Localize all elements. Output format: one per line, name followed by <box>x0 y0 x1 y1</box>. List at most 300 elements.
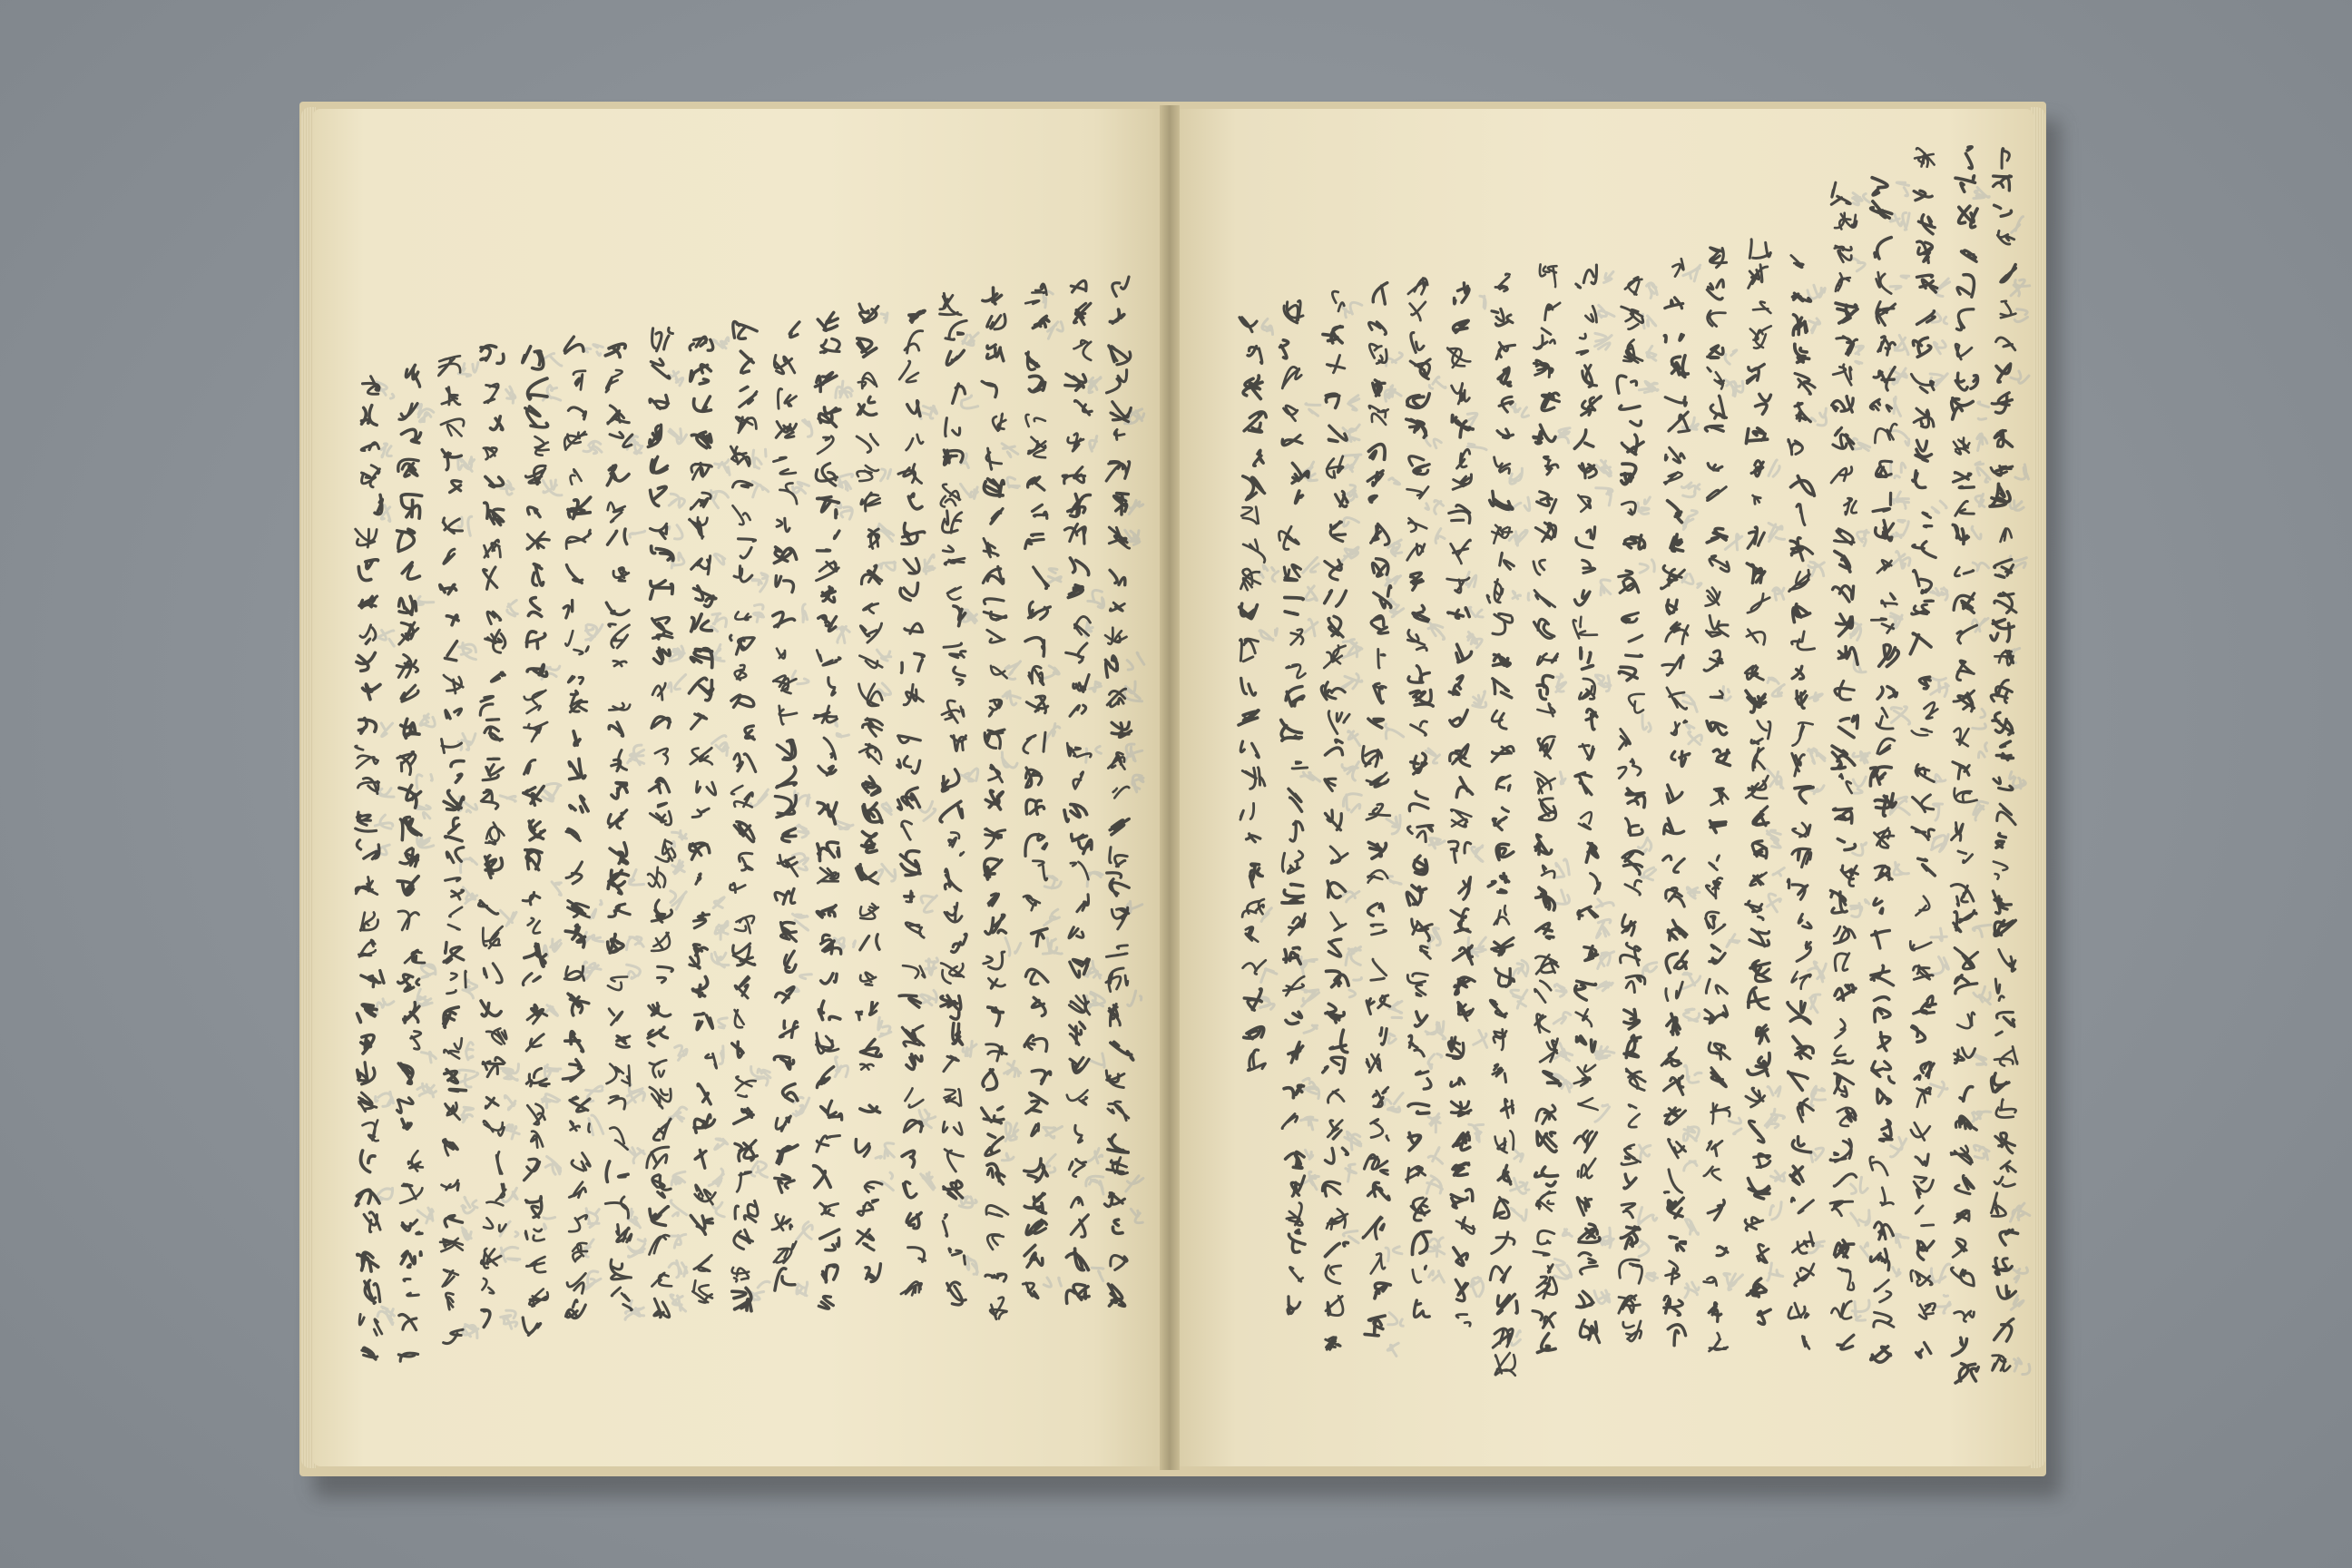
handwritten-glyph <box>1830 1201 1853 1216</box>
handwritten-glyph <box>1754 1154 1770 1168</box>
handwritten-glyph <box>1758 1309 1770 1324</box>
handwritten-glyph <box>1958 851 1973 863</box>
handwritten-glyph <box>381 444 391 457</box>
handwritten-glyph <box>446 848 463 863</box>
handwritten-glyph <box>356 1190 379 1205</box>
handwritten-glyph <box>692 808 709 817</box>
handwritten-glyph <box>1286 1152 1305 1168</box>
handwritten-glyph <box>568 497 591 518</box>
handwritten-glyph <box>1450 745 1470 767</box>
handwritten-glyph <box>1575 981 1596 1000</box>
handwritten-glyph <box>656 840 676 862</box>
handwritten-glyph <box>446 1293 453 1309</box>
handwritten-glyph <box>1387 877 1401 885</box>
handwritten-glyph <box>1494 1029 1506 1050</box>
handwritten-glyph <box>1994 1258 2013 1274</box>
handwritten-glyph <box>739 853 752 870</box>
handwritten-glyph <box>1048 322 1063 339</box>
handwritten-glyph <box>820 1203 838 1216</box>
handwritten-glyph <box>1707 528 1727 542</box>
handwritten-glyph <box>606 370 622 392</box>
handwritten-glyph <box>1797 505 1805 525</box>
handwritten-glyph <box>860 973 876 985</box>
handwritten-glyph <box>648 1027 667 1046</box>
handwritten-glyph <box>1919 677 1930 689</box>
handwritten-glyph <box>945 903 962 922</box>
handwritten-glyph <box>1573 617 1597 639</box>
handwritten-glyph <box>1831 467 1852 483</box>
handwritten-glyph <box>1495 1131 1514 1152</box>
handwritten-glyph <box>492 672 505 681</box>
handwritten-glyph <box>1598 305 1614 317</box>
handwritten-glyph <box>1917 1241 1934 1260</box>
handwritten-glyph <box>775 1269 795 1290</box>
handwritten-glyph <box>1990 484 2010 506</box>
handwritten-glyph <box>2000 1230 2018 1245</box>
handwritten-glyph <box>1071 280 1086 292</box>
handwritten-glyph <box>858 338 877 357</box>
handwritten-glyph <box>651 456 667 473</box>
handwritten-glyph <box>484 447 496 459</box>
handwritten-glyph <box>1575 773 1592 795</box>
handwritten-glyph <box>1537 653 1557 664</box>
handwritten-glyph <box>987 345 1004 361</box>
handwritten-glyph <box>735 1010 744 1027</box>
handwritten-glyph <box>1685 1282 1699 1298</box>
handwritten-glyph <box>378 789 394 797</box>
handwritten-glyph <box>1556 674 1566 692</box>
handwritten-glyph <box>1367 773 1388 788</box>
handwritten-glyph <box>485 503 504 525</box>
handwritten-glyph <box>941 995 961 1019</box>
handwritten-glyph <box>1411 753 1426 774</box>
handwritten-glyph <box>1583 560 1595 573</box>
handwritten-glyph <box>440 584 456 593</box>
handwritten-glyph <box>857 435 877 453</box>
handwritten-glyph <box>797 1222 812 1240</box>
handwritten-glyph <box>1578 906 1598 918</box>
handwritten-glyph <box>1494 906 1509 925</box>
handwritten-glyph <box>1710 556 1729 572</box>
handwritten-glyph <box>649 1003 671 1016</box>
handwritten-glyph <box>1624 1035 1641 1057</box>
handwritten-glyph <box>1707 487 1726 501</box>
handwritten-glyph <box>1286 687 1304 707</box>
handwritten-glyph <box>668 675 685 692</box>
handwritten-glyph <box>945 1089 962 1105</box>
handwritten-glyph <box>402 563 419 579</box>
handwritten-glyph <box>1617 376 1636 393</box>
handwritten-glyph <box>944 1181 963 1199</box>
handwritten-glyph <box>818 1001 840 1019</box>
handwritten-glyph <box>858 397 877 415</box>
handwritten-glyph <box>485 727 502 740</box>
handwritten-glyph <box>1918 858 1936 876</box>
handwritten-glyph <box>1912 1026 1926 1043</box>
handwritten-glyph <box>1838 839 1855 850</box>
handwritten-glyph <box>777 1145 798 1164</box>
handwritten-glyph <box>1496 844 1514 859</box>
handwritten-glyph <box>1290 821 1303 841</box>
handwritten-glyph <box>650 1060 666 1077</box>
handwritten-glyph <box>500 796 515 801</box>
handwritten-glyph <box>523 1318 540 1335</box>
handwritten-glyph <box>1753 749 1765 770</box>
handwritten-glyph <box>815 373 837 392</box>
handwritten-glyph <box>1667 600 1677 613</box>
handwritten-glyph <box>1125 744 1142 761</box>
handwritten-glyph <box>1494 457 1510 474</box>
handwritten-glyph <box>569 1215 587 1231</box>
handwritten-glyph <box>1808 285 1825 299</box>
handwritten-glyph <box>1668 501 1682 523</box>
handwritten-glyph <box>523 974 540 985</box>
handwritten-glyph <box>1622 435 1643 455</box>
handwritten-glyph <box>359 719 377 734</box>
handwritten-glyph <box>1411 573 1424 590</box>
handwritten-glyph <box>1931 678 1949 696</box>
handwritten-glyph <box>1113 493 1128 514</box>
handwritten-glyph <box>1925 702 1938 719</box>
handwritten-glyph <box>1306 586 1317 601</box>
handwritten-glyph <box>1789 570 1810 591</box>
handwritten-glyph <box>984 599 1006 620</box>
handwritten-glyph <box>1709 1043 1730 1059</box>
handwritten-glyph <box>652 1175 671 1198</box>
handwritten-glyph <box>1426 500 1444 514</box>
handwritten-glyph <box>690 337 713 350</box>
handwritten-glyph <box>1248 347 1262 364</box>
handwritten-glyph <box>1107 370 1127 393</box>
handwritten-glyph <box>450 481 461 493</box>
handwritten-glyph <box>1623 1321 1642 1341</box>
handwritten-glyph <box>650 803 671 825</box>
handwritten-glyph <box>881 1172 893 1191</box>
handwritten-glyph <box>358 1063 375 1084</box>
handwritten-glyph <box>783 1084 798 1102</box>
handwritten-glyph <box>900 583 917 601</box>
handwritten-glyph <box>1753 495 1761 504</box>
handwritten-glyph <box>1534 425 1555 444</box>
handwritten-glyph <box>777 649 785 659</box>
handwritten-glyph <box>417 404 434 421</box>
handwritten-glyph <box>817 1067 833 1088</box>
handwritten-glyph <box>987 1163 1004 1184</box>
handwritten-glyph <box>1304 1025 1318 1033</box>
text-column <box>730 321 758 1310</box>
handwritten-glyph <box>610 843 628 864</box>
handwritten-glyph <box>858 1200 878 1215</box>
handwritten-glyph <box>861 1040 882 1057</box>
handwritten-glyph <box>1668 920 1686 940</box>
handwritten-glyph <box>528 378 547 399</box>
handwritten-glyph <box>898 465 922 484</box>
handwritten-glyph <box>417 835 434 848</box>
handwritten-glyph <box>610 1128 627 1150</box>
handwritten-glyph <box>1070 1022 1085 1044</box>
handwritten-glyph <box>1931 835 1948 852</box>
handwritten-glyph <box>735 1141 757 1161</box>
handwritten-glyph <box>1291 630 1303 645</box>
handwritten-glyph <box>1537 1132 1556 1152</box>
handwritten-glyph <box>1024 1035 1047 1052</box>
handwritten-glyph <box>1914 408 1934 427</box>
handwritten-glyph <box>1480 296 1485 309</box>
handwritten-glyph <box>421 962 436 977</box>
handwritten-glyph <box>527 665 547 677</box>
handwritten-glyph <box>1426 1022 1446 1039</box>
text-column <box>1573 265 1602 1342</box>
handwritten-glyph <box>1793 1036 1813 1058</box>
handwritten-glyph <box>1044 1278 1061 1287</box>
handwritten-glyph <box>1914 996 1936 1014</box>
handwritten-glyph <box>779 706 797 724</box>
handwritten-glyph <box>1639 1208 1657 1225</box>
text-column <box>940 293 967 1305</box>
handwritten-glyph <box>397 654 417 677</box>
handwritten-glyph <box>989 700 1001 716</box>
handwritten-glyph <box>1026 1220 1046 1235</box>
handwritten-glyph <box>1112 1220 1122 1233</box>
handwritten-glyph <box>491 416 503 430</box>
handwritten-glyph <box>1910 633 1931 654</box>
handwritten-glyph <box>1498 368 1511 386</box>
handwritten-glyph <box>1534 591 1555 607</box>
handwritten-glyph <box>1851 899 1869 916</box>
handwritten-glyph <box>652 933 670 951</box>
handwritten-glyph <box>1106 946 1127 957</box>
handwritten-glyph <box>1534 981 1551 1003</box>
handwritten-glyph <box>1601 580 1611 595</box>
handwritten-glyph <box>751 1281 770 1299</box>
handwritten-glyph <box>1373 283 1387 304</box>
handwritten-glyph <box>1378 649 1385 668</box>
handwritten-glyph <box>1911 1122 1930 1140</box>
handwritten-glyph <box>652 1273 671 1287</box>
handwritten-glyph <box>1852 1300 1869 1320</box>
handwritten-glyph <box>818 868 838 884</box>
handwritten-glyph <box>1375 1283 1390 1298</box>
handwritten-glyph <box>792 975 811 992</box>
handwritten-glyph <box>943 511 962 533</box>
handwritten-glyph <box>1586 843 1598 862</box>
handwritten-glyph <box>945 869 960 891</box>
handwritten-glyph <box>1797 942 1810 961</box>
handwritten-glyph <box>1429 838 1445 848</box>
handwritten-glyph <box>591 900 602 918</box>
handwritten-glyph <box>985 828 1005 848</box>
handwritten-glyph <box>1576 1009 1592 1026</box>
handwritten-glyph <box>617 1036 630 1047</box>
handwritten-glyph <box>609 703 630 710</box>
handwritten-glyph <box>1044 666 1060 679</box>
handwritten-glyph <box>817 651 840 666</box>
handwritten-glyph <box>1368 904 1384 916</box>
handwritten-glyph <box>1488 874 1508 893</box>
handwritten-glyph <box>1595 1046 1614 1059</box>
text-column <box>479 346 507 1328</box>
handwritten-glyph <box>1454 320 1469 332</box>
text-column <box>689 337 716 1302</box>
handwritten-glyph <box>963 333 978 346</box>
handwritten-glyph <box>733 505 750 524</box>
handwritten-glyph <box>1911 1270 1932 1286</box>
handwritten-glyph <box>777 740 795 760</box>
handwritten-glyph <box>1579 679 1594 699</box>
handwritten-glyph <box>1535 835 1552 855</box>
handwritten-glyph <box>1871 201 1892 218</box>
handwritten-glyph <box>1994 1319 2014 1342</box>
handwritten-glyph <box>898 736 921 743</box>
handwritten-glyph <box>1685 1220 1698 1235</box>
handwritten-glyph <box>1621 1227 1639 1249</box>
handwritten-glyph <box>1838 1108 1857 1126</box>
handwritten-glyph <box>1875 238 1891 259</box>
handwritten-glyph <box>1622 612 1638 622</box>
handwritten-glyph <box>1108 752 1124 769</box>
handwritten-glyph <box>630 869 644 885</box>
handwritten-glyph <box>1289 1230 1305 1252</box>
handwritten-glyph <box>1710 396 1726 418</box>
handwritten-glyph <box>1126 1176 1143 1191</box>
handwritten-glyph <box>1406 1166 1426 1182</box>
handwritten-glyph <box>944 643 965 658</box>
handwritten-glyph <box>1286 1012 1301 1024</box>
handwritten-glyph <box>986 1205 1008 1216</box>
handwritten-glyph <box>908 494 922 509</box>
handwritten-glyph <box>1978 743 1986 758</box>
handwritten-glyph <box>1321 682 1345 700</box>
handwritten-glyph <box>904 684 923 704</box>
handwritten-glyph <box>1996 338 2015 350</box>
handwritten-glyph <box>1851 1177 1868 1193</box>
handwritten-glyph <box>1831 1301 1851 1318</box>
handwritten-glyph <box>1428 1113 1440 1132</box>
handwritten-glyph <box>1683 511 1697 530</box>
handwritten-glyph <box>1585 306 1596 322</box>
handwritten-glyph <box>715 460 730 475</box>
handwritten-glyph <box>356 812 377 831</box>
handwritten-glyph <box>1895 335 1908 354</box>
handwritten-glyph <box>1024 896 1040 910</box>
handwritten-glyph <box>904 1181 916 1197</box>
handwritten-glyph <box>479 901 498 914</box>
handwritten-glyph <box>1342 547 1358 561</box>
handwritten-glyph <box>1758 1244 1769 1262</box>
handwritten-glyph <box>818 803 837 824</box>
handwritten-glyph <box>1328 939 1340 956</box>
handwritten-glyph <box>736 417 756 433</box>
handwritten-glyph <box>1025 534 1044 549</box>
handwritten-glyph <box>1595 1105 1610 1122</box>
handwritten-glyph <box>416 775 432 789</box>
text-column <box>856 304 882 1281</box>
handwritten-glyph <box>859 304 878 322</box>
handwritten-glyph <box>776 422 796 438</box>
handwritten-glyph <box>569 1182 585 1198</box>
handwritten-glyph <box>1992 1356 2010 1371</box>
handwritten-glyph <box>694 1255 712 1270</box>
handwritten-glyph <box>1074 340 1092 360</box>
handwritten-glyph <box>1995 1132 2015 1152</box>
handwritten-glyph <box>1870 1157 1887 1175</box>
handwritten-glyph <box>1289 1042 1303 1063</box>
handwritten-glyph <box>2012 217 2024 233</box>
handwritten-glyph <box>1416 1072 1431 1089</box>
handwritten-glyph <box>1750 326 1771 348</box>
handwritten-glyph <box>1993 712 2013 734</box>
handwritten-glyph <box>1282 885 1303 904</box>
handwritten-glyph <box>1875 1280 1891 1302</box>
handwritten-glyph <box>1389 1001 1402 1018</box>
handwritten-glyph <box>543 386 560 401</box>
handwritten-glyph <box>533 564 544 585</box>
handwritten-glyph <box>524 760 535 775</box>
handwritten-glyph <box>943 546 965 565</box>
handwritten-glyph <box>652 328 673 350</box>
handwritten-glyph <box>1111 1042 1133 1060</box>
handwritten-glyph <box>1838 1269 1854 1290</box>
handwritten-glyph <box>462 1107 474 1122</box>
handwritten-glyph <box>1974 188 1989 199</box>
handwritten-glyph <box>627 936 644 949</box>
handwritten-glyph <box>1918 215 1935 234</box>
handwritten-glyph <box>1414 856 1427 874</box>
handwritten-glyph <box>1729 1118 1741 1134</box>
handwritten-glyph <box>485 540 501 557</box>
handwritten-glyph <box>440 1239 463 1251</box>
handwritten-glyph <box>1066 1249 1088 1270</box>
handwritten-glyph <box>1972 526 1981 539</box>
handwritten-glyph <box>400 1184 422 1203</box>
handwritten-glyph <box>1342 674 1362 689</box>
handwritten-glyph <box>1953 762 1969 779</box>
handwritten-glyph <box>1916 440 1932 461</box>
handwritten-glyph <box>1860 1243 1868 1258</box>
handwritten-glyph <box>1756 394 1771 414</box>
handwritten-glyph <box>1749 1179 1770 1199</box>
handwritten-glyph <box>947 1282 966 1305</box>
handwritten-glyph <box>1577 1198 1591 1216</box>
handwritten-glyph <box>1792 823 1810 837</box>
handwritten-glyph <box>961 396 977 408</box>
handwritten-glyph <box>1029 376 1044 392</box>
handwritten-glyph <box>446 818 463 840</box>
handwritten-glyph <box>734 1109 754 1124</box>
handwritten-glyph <box>613 661 626 666</box>
handwritten-glyph <box>358 778 379 793</box>
handwritten-glyph <box>1498 1165 1511 1184</box>
handwritten-glyph <box>1248 1050 1265 1071</box>
handwritten-glyph <box>1086 377 1101 393</box>
handwritten-glyph <box>1973 563 1988 571</box>
handwritten-glyph <box>1575 591 1590 605</box>
handwritten-glyph <box>818 1297 833 1309</box>
handwritten-glyph <box>1853 193 1870 205</box>
handwritten-glyph <box>1373 380 1385 396</box>
handwritten-glyph <box>1343 302 1362 317</box>
handwritten-glyph <box>401 719 419 738</box>
handwritten-glyph <box>398 911 419 930</box>
handwritten-glyph <box>458 643 475 660</box>
handwritten-glyph <box>1955 501 1975 515</box>
handwritten-glyph <box>1604 272 1613 283</box>
handwritten-glyph <box>1373 559 1388 576</box>
handwritten-glyph <box>1714 750 1730 765</box>
handwritten-glyph <box>1959 206 1977 228</box>
handwritten-glyph <box>1994 560 2014 578</box>
handwritten-glyph <box>777 518 789 531</box>
